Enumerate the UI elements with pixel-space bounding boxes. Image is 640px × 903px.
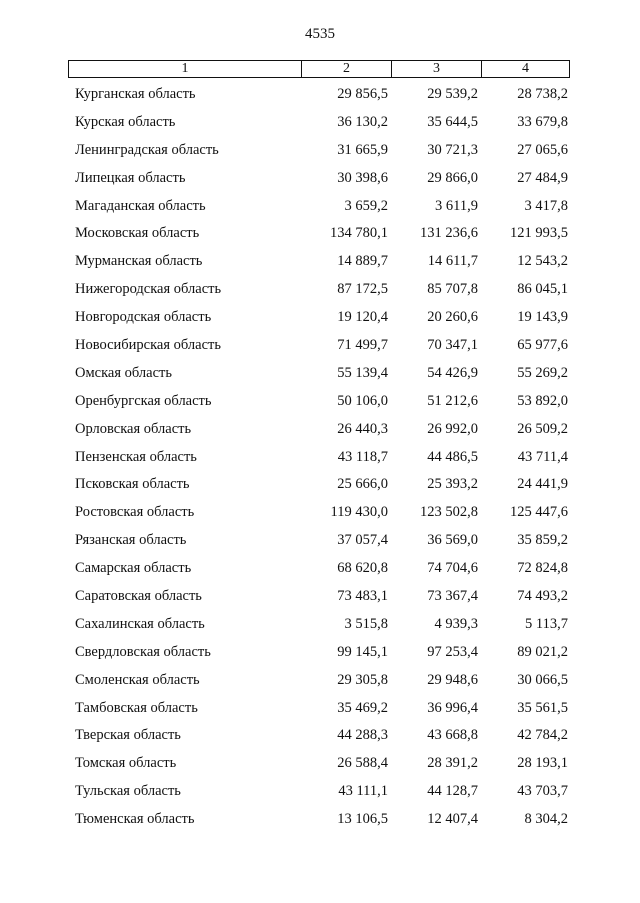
value-column-2: 134 780,1 bbox=[330, 225, 388, 242]
table-row bbox=[0, 584, 640, 612]
region-name: Курская область bbox=[75, 113, 176, 130]
value-column-2: 29 305,8 bbox=[337, 671, 388, 688]
value-column-2: 35 469,2 bbox=[337, 699, 388, 716]
value-column-3: 97 253,4 bbox=[427, 643, 478, 660]
column-header-2: 2 bbox=[301, 61, 391, 77]
value-column-3: 73 367,4 bbox=[427, 588, 478, 605]
region-name: Самарская область bbox=[75, 560, 192, 577]
value-column-3: 30 721,3 bbox=[427, 141, 478, 158]
table-row bbox=[0, 500, 640, 528]
value-column-4: 27 484,9 bbox=[517, 169, 568, 186]
region-name: Тульская область bbox=[75, 783, 181, 800]
table-row bbox=[0, 668, 640, 696]
value-column-2: 3 659,2 bbox=[344, 197, 388, 214]
table-row bbox=[0, 82, 640, 110]
table-row bbox=[0, 472, 640, 500]
value-column-4: 72 824,8 bbox=[517, 560, 568, 577]
region-name: Орловская область bbox=[75, 420, 192, 437]
table-row bbox=[0, 417, 640, 445]
value-column-3: 29 539,2 bbox=[427, 86, 478, 102]
region-name: Новосибирская область bbox=[75, 337, 221, 354]
value-column-2: 55 139,4 bbox=[337, 364, 388, 381]
table-row bbox=[0, 640, 640, 668]
value-column-4: 43 711,4 bbox=[517, 448, 568, 465]
region-name: Саратовская область bbox=[75, 588, 202, 605]
region-name: Московская область bbox=[75, 225, 200, 242]
value-column-2: 37 057,4 bbox=[337, 532, 388, 549]
table-header bbox=[68, 60, 570, 78]
value-column-3: 74 704,6 bbox=[427, 560, 478, 577]
value-column-3: 14 611,7 bbox=[427, 253, 478, 270]
value-column-2: 26 588,4 bbox=[337, 755, 388, 772]
table-row bbox=[0, 696, 640, 724]
value-column-3: 44 486,5 bbox=[427, 448, 478, 465]
column-header-3: 3 bbox=[391, 61, 481, 77]
region-name: Смоленская область bbox=[75, 671, 200, 688]
value-column-3: 35 644,5 bbox=[427, 113, 478, 130]
region-name: Псковская область bbox=[75, 476, 190, 493]
value-column-3: 29 866,0 bbox=[427, 169, 478, 186]
region-name: Ленинградская область bbox=[75, 141, 219, 158]
value-column-2: 3 515,8 bbox=[344, 615, 388, 632]
value-column-3: 36 569,0 bbox=[427, 532, 478, 549]
value-column-3: 70 347,1 bbox=[427, 337, 478, 354]
value-column-4: 43 703,7 bbox=[517, 783, 568, 800]
value-column-4: 5 113,7 bbox=[525, 615, 568, 632]
region-name: Липецкая область bbox=[75, 169, 186, 186]
region-name: Томская область bbox=[75, 755, 177, 772]
table-row bbox=[0, 333, 640, 361]
table-row bbox=[0, 528, 640, 556]
value-column-4: 26 509,2 bbox=[517, 420, 568, 437]
table-row bbox=[0, 249, 640, 277]
value-column-4: 53 892,0 bbox=[517, 392, 568, 409]
table-row bbox=[0, 221, 640, 249]
value-column-4: 24 441,9 bbox=[517, 476, 568, 493]
value-column-3: 36 996,4 bbox=[427, 699, 478, 716]
value-column-4: 89 021,2 bbox=[517, 643, 568, 660]
value-column-3: 51 212,6 bbox=[427, 392, 478, 409]
region-name: Мурманская область bbox=[75, 253, 203, 270]
column-header-1: 1 bbox=[181, 61, 189, 76]
value-column-2: 44 288,3 bbox=[337, 727, 388, 744]
value-column-2: 19 120,4 bbox=[337, 309, 388, 326]
table-row bbox=[0, 166, 640, 194]
region-name: Курганская область bbox=[75, 86, 196, 102]
column-header-4: 4 bbox=[481, 61, 569, 77]
value-column-4: 74 493,2 bbox=[517, 588, 568, 605]
region-name: Свердловская область bbox=[75, 643, 211, 660]
region-name: Сахалинская область bbox=[75, 615, 205, 632]
value-column-2: 36 130,2 bbox=[337, 113, 388, 130]
value-column-2: 13 106,5 bbox=[337, 811, 388, 828]
value-column-2: 99 145,1 bbox=[337, 643, 388, 660]
value-column-4: 65 977,6 bbox=[517, 337, 568, 354]
value-column-4: 27 065,6 bbox=[517, 141, 568, 158]
value-column-4: 28 738,2 bbox=[517, 86, 568, 102]
value-column-2: 73 483,1 bbox=[337, 588, 388, 605]
region-name: Новгородская область bbox=[75, 309, 212, 326]
value-column-4: 33 679,8 bbox=[517, 113, 568, 130]
value-column-4: 28 193,1 bbox=[517, 755, 568, 772]
value-column-4: 8 304,2 bbox=[524, 811, 568, 828]
value-column-2: 14 889,7 bbox=[337, 253, 388, 270]
value-column-3: 20 260,6 bbox=[427, 309, 478, 326]
value-column-2: 119 430,0 bbox=[330, 504, 388, 521]
value-column-3: 3 611,9 bbox=[435, 197, 478, 214]
table-row bbox=[0, 277, 640, 305]
value-column-2: 30 398,6 bbox=[337, 169, 388, 186]
value-column-4: 42 784,2 bbox=[517, 727, 568, 744]
table-row bbox=[0, 723, 640, 751]
value-column-4: 125 447,6 bbox=[510, 504, 568, 521]
page-number: 4535 bbox=[305, 26, 335, 42]
table-row bbox=[0, 110, 640, 138]
value-column-4: 19 143,9 bbox=[517, 309, 568, 326]
table-row bbox=[0, 612, 640, 640]
value-column-3: 12 407,4 bbox=[427, 811, 478, 828]
value-column-4: 35 859,2 bbox=[517, 532, 568, 549]
value-column-2: 43 111,1 bbox=[338, 783, 388, 800]
value-column-4: 121 993,5 bbox=[510, 225, 568, 242]
value-column-3: 85 707,8 bbox=[427, 281, 478, 298]
table-body bbox=[0, 82, 640, 835]
value-column-3: 4 939,3 bbox=[434, 615, 478, 632]
region-name: Пензенская область bbox=[75, 448, 197, 465]
value-column-2: 26 440,3 bbox=[337, 420, 388, 437]
value-column-2: 29 856,5 bbox=[337, 86, 388, 102]
table-row bbox=[0, 779, 640, 807]
value-column-4: 35 561,5 bbox=[517, 699, 568, 716]
region-name: Тюменская область bbox=[75, 811, 195, 828]
value-column-3: 43 668,8 bbox=[427, 727, 478, 744]
table-row bbox=[0, 751, 640, 779]
value-column-3: 131 236,6 bbox=[420, 225, 478, 242]
value-column-3: 26 992,0 bbox=[427, 420, 478, 437]
region-name: Тверская область bbox=[75, 727, 181, 744]
value-column-4: 3 417,8 bbox=[524, 197, 568, 214]
value-column-3: 44 128,7 bbox=[427, 783, 478, 800]
value-column-2: 43 118,7 bbox=[337, 448, 388, 465]
table-row bbox=[0, 445, 640, 473]
table-row bbox=[0, 138, 640, 166]
value-column-2: 87 172,5 bbox=[337, 281, 388, 298]
value-column-4: 55 269,2 bbox=[517, 364, 568, 381]
value-column-3: 28 391,2 bbox=[427, 755, 478, 772]
region-name: Магаданская область bbox=[75, 197, 206, 214]
value-column-2: 68 620,8 bbox=[337, 560, 388, 577]
region-name: Тамбовская область bbox=[75, 699, 198, 716]
table-row bbox=[0, 556, 640, 584]
value-column-3: 123 502,8 bbox=[420, 504, 478, 521]
value-column-2: 71 499,7 bbox=[337, 337, 388, 354]
region-name: Нижегородская область bbox=[75, 281, 222, 298]
table-row bbox=[0, 305, 640, 333]
value-column-4: 86 045,1 bbox=[517, 281, 568, 298]
value-column-2: 31 665,9 bbox=[337, 141, 388, 158]
table-row bbox=[0, 807, 640, 835]
value-column-2: 25 666,0 bbox=[337, 476, 388, 493]
value-column-3: 25 393,2 bbox=[427, 476, 478, 493]
value-column-2: 50 106,0 bbox=[337, 392, 388, 409]
table-row bbox=[0, 194, 640, 222]
value-column-4: 30 066,5 bbox=[517, 671, 568, 688]
region-name: Рязанская область bbox=[75, 532, 187, 549]
region-name: Оренбургская область bbox=[75, 392, 212, 409]
region-name: Ростовская область bbox=[75, 504, 195, 521]
value-column-3: 54 426,9 bbox=[427, 364, 478, 381]
table-row bbox=[0, 361, 640, 389]
region-name: Омская область bbox=[75, 364, 172, 381]
value-column-3: 29 948,6 bbox=[427, 671, 478, 688]
value-column-4: 12 543,2 bbox=[517, 253, 568, 270]
table-row bbox=[0, 389, 640, 417]
